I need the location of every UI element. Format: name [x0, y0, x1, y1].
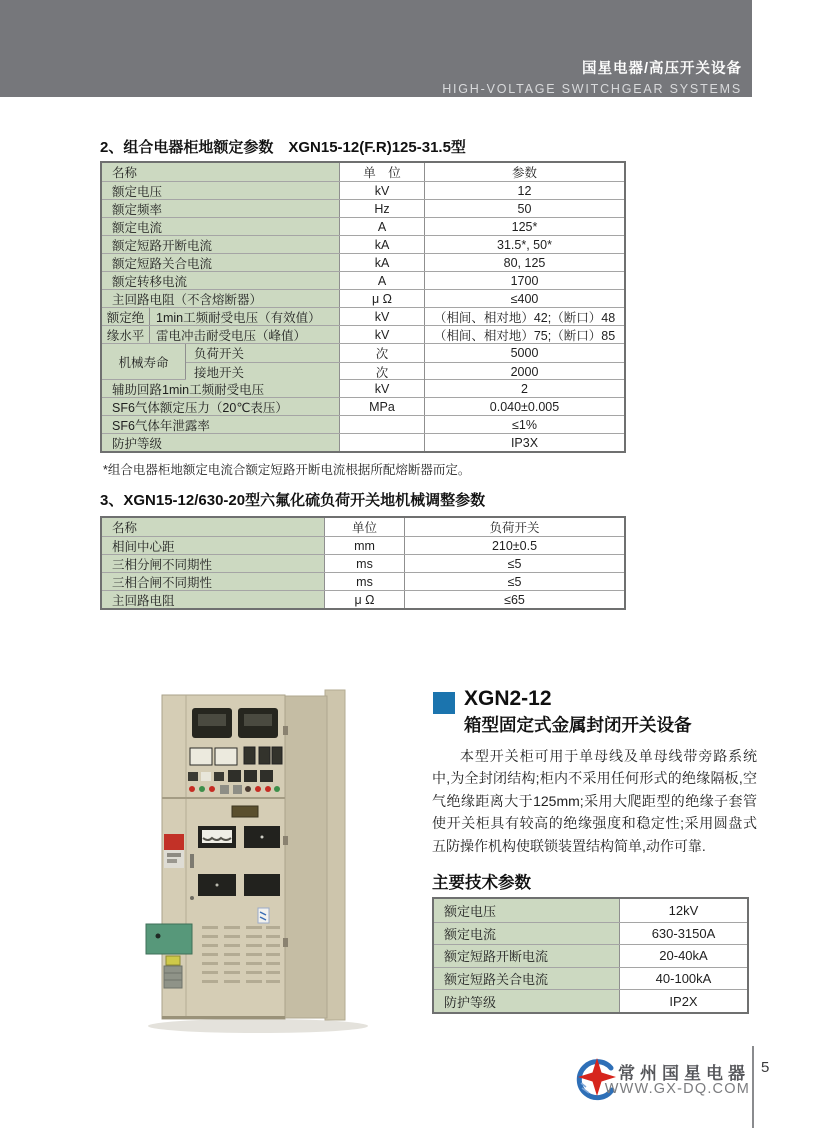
param-name: 三相分闸不同期性 — [102, 555, 325, 572]
param-value: 630-3150A — [651, 925, 716, 941]
param-unit: μ Ω — [340, 290, 425, 307]
param-value: 12 — [517, 183, 532, 198]
param-group: 额定绝 — [102, 308, 150, 325]
table-row — [102, 415, 624, 433]
param-name: 防护等级 — [434, 990, 620, 1012]
param-name: 额定电压 — [434, 899, 620, 922]
param-name: 额定电流 — [434, 923, 620, 945]
table-row — [102, 397, 624, 415]
param-name: 额定短路关合电流 — [102, 254, 340, 271]
param-value: 1700 — [510, 273, 539, 288]
param-value: ≤5 — [507, 556, 522, 571]
table-header-row — [102, 163, 624, 181]
param-name: 主回路电阻（不含熔断器） — [102, 290, 340, 307]
table-row — [434, 967, 747, 990]
param-value: IP3X — [510, 435, 539, 450]
param-unit: A — [340, 272, 425, 289]
param-name: 额定频率 — [102, 200, 340, 217]
param-subname: 负荷开关 — [186, 344, 340, 362]
main-params-heading: 主要技术参数 — [432, 874, 531, 892]
param-group: 缘水平 — [102, 326, 150, 343]
param-name: 相间中心距 — [102, 537, 325, 554]
param-unit: 次 — [340, 344, 425, 362]
header-cell-value: 参数 — [511, 166, 537, 180]
param-unit — [340, 416, 425, 433]
param-name: 防护等级 — [102, 434, 340, 451]
table-row — [102, 590, 624, 608]
param-name: 额定电流 — [102, 218, 340, 235]
table-header-row — [102, 518, 624, 536]
table-row — [434, 899, 747, 922]
param-value: 50 — [517, 201, 532, 216]
param-name: 额定短路开断电流 — [434, 945, 620, 967]
main-params-table — [432, 897, 749, 1014]
table-row-insulation-1 — [102, 307, 624, 325]
param-subname: 接地开关 — [186, 363, 340, 380]
param-value: ≤1% — [512, 417, 537, 432]
product-name: 箱型固定式金属封闭开关设备 — [464, 715, 692, 735]
param-group: 机械寿命 — [102, 344, 186, 379]
param-unit: ms — [325, 573, 405, 590]
section3-title: 3、XGN15-12/630-20型六氟化硫负荷开关地机械调整参数 — [100, 492, 486, 509]
param-value: IP2X — [669, 993, 698, 1009]
param-value: 12kV — [668, 902, 699, 918]
rated-parameters-table — [100, 161, 626, 453]
param-name: 额定短路开断电流 — [102, 236, 340, 253]
param-value: ≤5 — [507, 574, 522, 589]
mechanical-adjust-table — [100, 516, 626, 610]
table-row-insulation-2 — [102, 325, 624, 343]
switchgear-cabinet-illustration — [140, 686, 430, 1038]
param-unit — [340, 434, 425, 451]
table-row — [102, 536, 624, 554]
header-band — [0, 0, 752, 97]
param-unit: A — [340, 218, 425, 235]
param-value: ≤400 — [510, 291, 539, 306]
table-row — [102, 433, 624, 451]
param-value: （相间、相对地）75;（断口）85 — [433, 328, 616, 343]
product-description: 本型开关柜可用于单母线及单母线带旁路系统中,为全封闭结构;柜内不采用任何形式的绝缘隔板,空气绝缘距离大于125mm;采用大爬距型的绝缘子套管使开关柜具有较高的绝缘强度和稳定性;采用圆盘式五防操作机构使联锁装置结构简单,动作可靠. — [432, 748, 757, 854]
param-value: 2000 — [510, 364, 539, 379]
table-row — [434, 922, 747, 945]
param-value: 0.040±0.005 — [489, 399, 560, 414]
table-footnote: *组合电器柜地额定电流合额定短路开断电流根据所配熔断器而定。 — [103, 463, 471, 477]
table-row — [102, 554, 624, 572]
product-model: XGN2-12 — [464, 687, 552, 710]
param-value: 80, 125 — [503, 255, 546, 270]
param-unit: MPa — [340, 398, 425, 415]
header-cell-name: 名称 — [102, 518, 325, 536]
table-rowgroup-mechanical-life — [102, 343, 624, 379]
table-row — [102, 217, 624, 235]
table-row — [102, 253, 624, 271]
company-name: 常州国星电器 — [618, 1064, 750, 1083]
param-name: 三相合闸不同期性 — [102, 573, 325, 590]
param-value: 125* — [511, 219, 538, 234]
param-name: 主回路电阻 — [102, 591, 325, 608]
param-value: 210±0.5 — [491, 538, 538, 553]
table-row — [434, 944, 747, 967]
table-row — [434, 989, 747, 1012]
blue-square-marker — [433, 692, 455, 714]
param-unit: kV — [340, 380, 425, 397]
param-unit: kV — [340, 182, 425, 199]
page-number: 5 — [761, 1059, 770, 1076]
table-row — [102, 572, 624, 590]
param-unit: 次 — [340, 363, 425, 380]
header-cell-name: 名称 — [102, 163, 340, 181]
param-value: 2 — [521, 381, 528, 396]
param-name: 额定电压 — [102, 182, 340, 199]
table-row — [102, 271, 624, 289]
product-photo — [140, 686, 430, 1038]
param-unit: ms — [325, 555, 405, 572]
param-unit: mm — [325, 537, 405, 554]
param-value: ≤65 — [504, 592, 525, 607]
param-name: 辅助回路1min工频耐受电压 — [102, 380, 340, 397]
header-title-en: HIGH-VOLTAGE SWITCHGEAR SYSTEMS — [442, 82, 742, 96]
param-name: SF6气体额定压力（20℃表压） — [102, 398, 340, 415]
table-row — [102, 199, 624, 217]
param-name: 额定短路关合电流 — [434, 968, 620, 990]
param-value: 5000 — [510, 346, 539, 360]
param-unit: Hz — [340, 200, 425, 217]
header-cell-unit: 单位 — [325, 518, 405, 536]
param-unit: kA — [340, 254, 425, 271]
mechanical-life-rows — [186, 344, 624, 379]
company-website: WWW.GX-DQ.COM — [604, 1081, 750, 1097]
param-unit: kV — [340, 308, 425, 325]
table-row — [102, 181, 624, 199]
param-subname: 雷电冲击耐受电压（峰值） — [150, 326, 340, 343]
header-cell-value: 负荷开关 — [489, 521, 540, 535]
param-unit: kV — [340, 326, 425, 343]
param-name: 额定转移电流 — [102, 272, 340, 289]
param-subname: 1min工频耐受电压（有效值） — [150, 308, 340, 325]
table-row — [186, 362, 624, 380]
header-text — [442, 57, 742, 96]
param-value: （相间、相对地）42;（断口）48 — [433, 310, 616, 325]
param-unit: μ Ω — [325, 591, 405, 608]
table-row — [102, 379, 624, 397]
param-value: 31.5*, 50* — [497, 237, 552, 252]
param-unit: kA — [340, 236, 425, 253]
header-title-cn: 国星电器/高压开关设备 — [581, 61, 742, 77]
table-row — [186, 344, 624, 362]
table-row — [102, 235, 624, 253]
header-cell-unit: 单 位 — [340, 163, 425, 181]
param-name: SF6气体年泄露率 — [102, 416, 340, 433]
param-value: 40-100kA — [655, 971, 712, 987]
footer-divider — [752, 1046, 754, 1128]
section2-title: 2、组合电器柜地额定参数 XGN15-12(F.R)125-31.5型 — [100, 139, 466, 156]
param-value: 20-40kA — [659, 948, 708, 964]
table-row — [102, 289, 624, 307]
